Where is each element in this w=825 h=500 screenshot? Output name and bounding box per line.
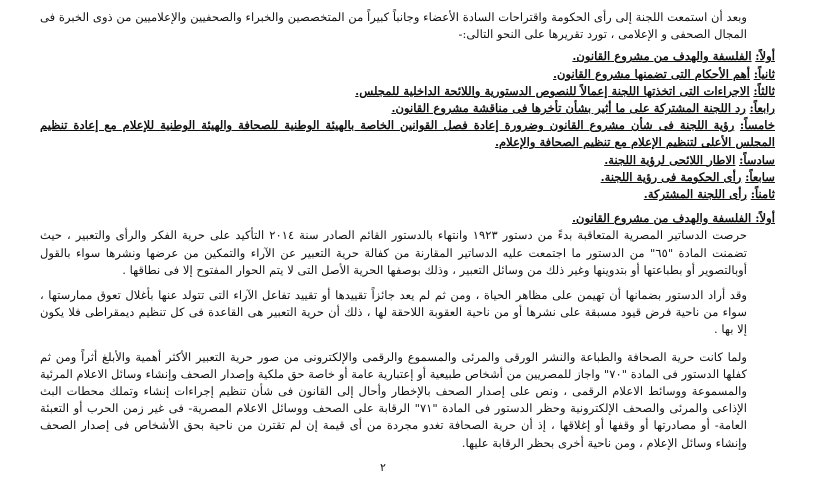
intro-paragraph: وبعد أن استمعت اللجنة إلى رأى الحكومة واقتراحات السادة الأعضاء وجانباً كبيراً من المتخصصين والخبراء والصحفيين والإعلاميين من ذوى الخبرة فى المجال الصحفى و الإعلامى ، تورد تقريرها على النحو التالى:- xyxy=(40,10,747,42)
report-outline xyxy=(40,48,775,203)
outline-text: الاطار اللائحى لرؤية اللجنة. xyxy=(604,152,736,167)
page-number: ٢ xyxy=(380,461,386,474)
outline-text: الفلسفة والهدف من مشروع القانون. xyxy=(572,49,752,64)
outline-number: رابعاً: xyxy=(749,101,775,116)
outline-number: خامساً: xyxy=(739,118,775,133)
section-heading: أولاً: الفلسفة والهدف من مشروع القانون. xyxy=(572,211,775,226)
outline-item-6 xyxy=(40,152,775,169)
body-paragraph-2: وقد أراد الدستور بضمانها أن تهيمن على مظاهر الحياة ، ومن ثم لم يعد جائزاً تقييدها أو تقييد تفاعل الآراء التى تتولد عنها بأغلال تعوق ممارستها ، سواء من ناحية فرض قيود مسبقة على نشرها أو من ناحية العقوبة اللاحقة لها ، ذلك أن حرية التعبير هى القاعدة فى كل تنظيم ديمقراطى فلا يكون إلا بها . xyxy=(40,288,747,337)
outline-text: رؤية اللجنة فى شأن مشروع القانون وضرورة إعادة فصل القوانين الخاصة بالهيئة الوطنية للصحافة والهيئة الوطنية للإعلام مع إعادة تنظيم المجلس الأعلى لتنظيم الإعلام مع تنظيم الصحافة والإعلام. xyxy=(40,118,775,150)
outline-text: رأى اللجنة المشتركة. xyxy=(643,187,748,202)
outline-number: سابعاً: xyxy=(745,169,775,184)
outline-text: رأى الحكومة فى رؤية اللجنة. xyxy=(600,169,742,184)
outline-number: ثامناً: xyxy=(750,187,775,202)
outline-item-4 xyxy=(40,100,775,117)
outline-number: ثانياً: xyxy=(753,66,775,81)
body-paragraph-3: ولما كانت حرية الصحافة والطباعة والنشر الورقى والمرئى والمسموع والرقمى والإلكترونى من صور حرية التعبير الأكثر أهمية والأبلغ أثراً ومن ثم كفلها الدستور فى المادة "٧٠" واجاز للمصريين من أشخاص طبيعية أو إعتبارية عامة أو خاصة حق ملكية وإصدار الصحف وإنشاء وسائل الاعلام المرئية والمسموعة ووسائط الاعلام الرقمى ، ونص على إصدار الصحف بالإخطار وأحال إلى القانون فى شأن تنظيم إجراءات إنشاء وتملك محطات البث الإذاعى والمرئى والصحف الإلكترونية وحظر الدستور فى المادة "٧١" الرقابة على الصحف ووسائل الاعلام المصرية- فى غير زمن الحرب أو التعبئة العامة- أو مصادرتها أو وقفها أو إغلاقها ، إذ أن حرية الصحافة تغدو مجردة من أى قيمة إن لم تقترن من ناحية بحق الأشخاص فى إصدار الصحف وإنشاء وسائل الإعلام ، ومن ناحية أخرى بحظر الرقابة عليها. xyxy=(40,349,748,450)
outline-item-8 xyxy=(40,186,775,203)
outline-text: الاجراءات التى اتخذتها اللجنة إعمالاً للنصوص الدستورية واللائحة الداخلية للمجلس. xyxy=(355,83,750,98)
body-paragraph-1: حرصت الدساتير المصرية المتعاقبة بدءً من دستور ١٩٢٣ وانتهاء بالدستور القائم الصادر سنة ٢٠١٤ التأكيد على حرية الفكر والرأى والتعبير ، حيث تضمنت المادة "٦٥" من الدستور ما اجتمعت عليه الدساتير المقارنة من كفالة حرية التعبير عن الآراء والتمكين من عرضها ونشرها سواء بالقول أوبالتصوير أو بطباعتها أو بتدوينها وغير ذلك من وسائل التعبير ، وذلك بوصفها الحرية الأصل التى لا يتم الحوار المفتوح إلا فى نطاقها . xyxy=(40,228,748,277)
outline-item-7 xyxy=(40,169,775,186)
outline-item-3 xyxy=(40,83,775,100)
outline-text: أهم الأحكام التى تضمنها مشروع القانون. xyxy=(553,66,751,81)
outline-number: سادساً: xyxy=(739,152,775,167)
outline-item-5 xyxy=(40,117,775,151)
outline-item-1 xyxy=(40,48,775,65)
outline-text: رد اللجنة المشتركة على ما أثير بشأن تأخرها فى مناقشة مشروع القانون. xyxy=(391,101,746,116)
outline-number: أولاً: xyxy=(755,49,775,64)
outline-number: ثالثاً: xyxy=(753,83,775,98)
outline-item-2 xyxy=(40,66,775,83)
